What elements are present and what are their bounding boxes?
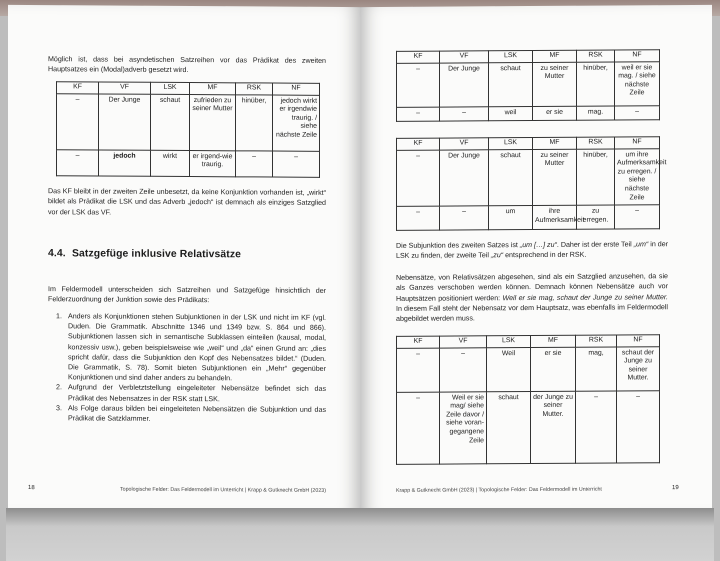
table-cell: Der Junge <box>440 62 489 106</box>
section-title: Satzgefüge inklusive Relativsätze <box>72 248 242 261</box>
table-cell: hinüber, <box>577 149 615 206</box>
emphasis: Weil er sie mag, schaut der Junge zu seiner Mutter. <box>502 292 668 302</box>
emphasis: „um […] zu“ <box>519 240 557 250</box>
page-footer: Krapp & Gutknecht GmbH (2023) | Topologische Felder: Das Feldermodell im Unterricht <box>396 486 602 494</box>
table-cell: zu erregen. <box>577 205 615 229</box>
text-span: entsprechend in der RSK. <box>503 250 587 260</box>
header-rsk: RSK <box>577 137 615 149</box>
header-vf: VF <box>440 138 489 150</box>
header-mf: MF <box>531 335 576 347</box>
table-cell: weil <box>489 106 533 120</box>
table-cell: ihre Aufmerksamkeit <box>533 205 577 229</box>
table-row <box>397 205 660 231</box>
section-heading <box>48 248 241 260</box>
header-nf: NF <box>615 137 660 149</box>
table-cell: schaut der Junge zu seiner Mutter. <box>617 346 660 390</box>
header-kf: KF <box>397 51 440 63</box>
table-row <box>57 149 320 177</box>
table-cell: Weil <box>487 347 531 391</box>
table-cell: – <box>397 107 440 121</box>
table-cell: – <box>236 150 273 176</box>
list-item-number: 3. <box>56 404 62 413</box>
table-cell: – <box>57 93 99 149</box>
table-cell: mag. <box>577 106 615 120</box>
list-item-text: Anders als Konjunktionen stehen Subjunktionen in der LSK und nicht im KF (vgl. Duden. Die Grammatik. Abschnitte 1346 und 1349 bzw. S. 864 und 866). Subjunktionen lassen sich in semantische Subklassen einteilen (kausal, modal, konzessiv usw.), geben beispielsweise wie „weil“ und „da“ einen Grund an: „dies spricht dafür, dass die Subjunktion den Kopf des Nebensatzes bildet.“ (Duden. Die Grammatik, S. 78). Somit bieten Subjunktionen ein „Mehr“ gegenüber Konjunktionen und sind daher anders zu behandeln. <box>68 312 326 383</box>
table-cell: – <box>397 348 440 392</box>
header-nf: NF <box>617 335 660 347</box>
text-span: Nebensätze, von Relativsätzen abgesehen, sind als ein Satzglied anzusehen, da sie als Ganzes verschoben werden können. Demnach können Nebensätze auch vor Hauptsätzen positioniert werden: <box>396 272 668 303</box>
left-intro-paragraph: Möglich ist, dass bei asyndetischen Satzreihen vor das Prädikat des zweiten Hauptsatzes ein (Modal)adverb gesetzt wird. <box>48 55 326 75</box>
header-lsk: LSK <box>489 138 533 150</box>
emphasis: „um“ <box>633 240 649 249</box>
table-cell: schaut <box>489 62 533 106</box>
right-paragraph-1 <box>396 239 668 261</box>
emphasis: „zu“ <box>490 251 504 260</box>
table-cell: – <box>273 151 320 177</box>
table-cell: er irgend-wie traurig. <box>190 150 236 176</box>
list-item-text: Als Folge daraus bilden bei eingeleiteten Nebensätzen die Subjunktion und das Prädikat die Satzklammer. <box>68 404 326 423</box>
table-cell: er sie <box>533 106 577 120</box>
table-cell: hinüber, <box>236 94 273 150</box>
table-cell: mag, <box>576 347 617 391</box>
right-paragraph-2 <box>396 271 668 324</box>
header-kf: KF <box>57 82 99 94</box>
book-shadow <box>6 508 714 561</box>
table-cell: der Junge zu seiner Mutter. <box>531 391 576 463</box>
table-row <box>57 93 320 151</box>
header-vf: VF <box>99 82 151 94</box>
table-cell: – <box>397 63 440 107</box>
list-item-text: Aufgrund der Verbletztstellung eingeleiteter Nebensätze befindet sich das Prädikat des Nebensatzes in der RSK statt LSK. <box>68 383 326 403</box>
header-mf: MF <box>533 50 577 62</box>
numbered-list <box>56 311 326 425</box>
header-vf: VF <box>440 336 487 348</box>
table-row <box>397 346 660 392</box>
table-cell: zu seiner Mutter <box>533 62 577 106</box>
left-field-table <box>56 81 320 177</box>
list-item-number: 2. <box>56 383 62 392</box>
right-field-table-1 <box>396 49 660 121</box>
table-cell: – <box>440 347 487 391</box>
header-rsk: RSK <box>577 50 615 62</box>
header-kf: KF <box>397 336 440 348</box>
table-cell: um ihre Aufmerksamkeit zu erregen. / siehe nächste Zeile <box>615 148 660 205</box>
table-cell: – <box>440 106 489 120</box>
table-cell: zu seiner Mutter <box>533 149 577 206</box>
page-footer: Topologische Felder: Das Feldermodell im Unterricht | Krapp & Gutknecht GmbH (2023) <box>120 486 326 494</box>
left-after-table-paragraph: Das KF bleibt in der zweiten Zeile unbesetzt, da keine Konjunktion vorhanden ist, „wirkt“ bildet als Prädikat die LSK und das Adverb „jedoch“ ist demnach als einziges Satzglied vor der LSK das VF. <box>48 187 326 217</box>
list-item <box>56 403 326 425</box>
table-cell: – <box>440 206 489 230</box>
page-number: 19 <box>672 485 679 492</box>
table-cell: – <box>397 392 440 464</box>
table-cell: wirkt <box>151 150 190 176</box>
table-cell: Weil er sie mag/ siehe Zeile davor / siehe voran-gegangene Zeile <box>440 391 487 463</box>
header-rsk: RSK <box>576 335 617 347</box>
text-span: in der LSK zu finden, der zweite Teil <box>396 240 669 261</box>
table-cell: Der Junge <box>440 149 489 206</box>
table-cell: jedoch <box>99 150 151 176</box>
header-kf: KF <box>397 138 440 150</box>
table-cell: – <box>576 391 617 463</box>
header-lsk: LSK <box>489 51 533 63</box>
section-intro-paragraph: Im Feldermodell unterscheiden sich Satzreihen und Satzgefüge hinsichtlich der Felderzuordnung der Junktion sowie des Prädikats: <box>48 285 326 305</box>
text-span: . Daher ist der erste Teil <box>556 240 634 249</box>
header-vf: VF <box>440 51 489 63</box>
table-row <box>397 105 660 121</box>
right-field-table-2 <box>396 136 667 231</box>
text-span: Die Subjunktion des zweiten Satzes ist <box>396 241 520 250</box>
table-cell: – <box>615 205 660 229</box>
section-number: 4.4. <box>48 248 66 260</box>
table-cell: hinüber, <box>577 62 615 106</box>
list-item-number: 1. <box>56 312 62 321</box>
table-cell: um <box>489 206 533 230</box>
header-lsk: LSK <box>487 336 531 348</box>
table-cell: zufrieden zu seiner Mutter <box>190 94 236 150</box>
header-lsk: LSK <box>151 82 190 94</box>
table-cell: – <box>57 149 99 175</box>
list-item <box>56 383 326 405</box>
table-cell: – <box>397 150 440 207</box>
page-number: 18 <box>28 485 35 492</box>
table-cell: er sie <box>531 347 576 391</box>
table-cell: – <box>617 390 660 462</box>
table-row <box>397 61 660 107</box>
table-cell: jedoch wirkt er irgendwie traurig. / siehe nächste Zeile <box>273 95 320 151</box>
header-nf: NF <box>273 83 320 95</box>
table-cell: – <box>615 105 660 119</box>
table-cell: schaut <box>487 391 531 463</box>
right-page <box>360 5 712 515</box>
list-item <box>56 311 326 384</box>
table-cell: – <box>397 206 440 230</box>
header-mf: MF <box>190 83 236 95</box>
header-nf: NF <box>615 50 660 62</box>
table-cell: schaut <box>151 94 190 150</box>
right-field-table-3 <box>396 334 660 464</box>
table-row <box>397 148 660 206</box>
header-mf: MF <box>533 137 577 149</box>
left-page <box>8 5 360 515</box>
table-cell: schaut <box>489 149 533 206</box>
text-span: In diesem Fall steht der Nebensatz vor dem Hauptsatz, was ebenfalls im Feldermodell abgebildet werden muss. <box>396 303 668 324</box>
header-rsk: RSK <box>236 83 273 95</box>
table-row <box>397 390 660 464</box>
table-cell: Der Junge <box>99 94 151 150</box>
table-cell: weil er sie mag. / siehe nächste Zeile <box>615 61 660 105</box>
